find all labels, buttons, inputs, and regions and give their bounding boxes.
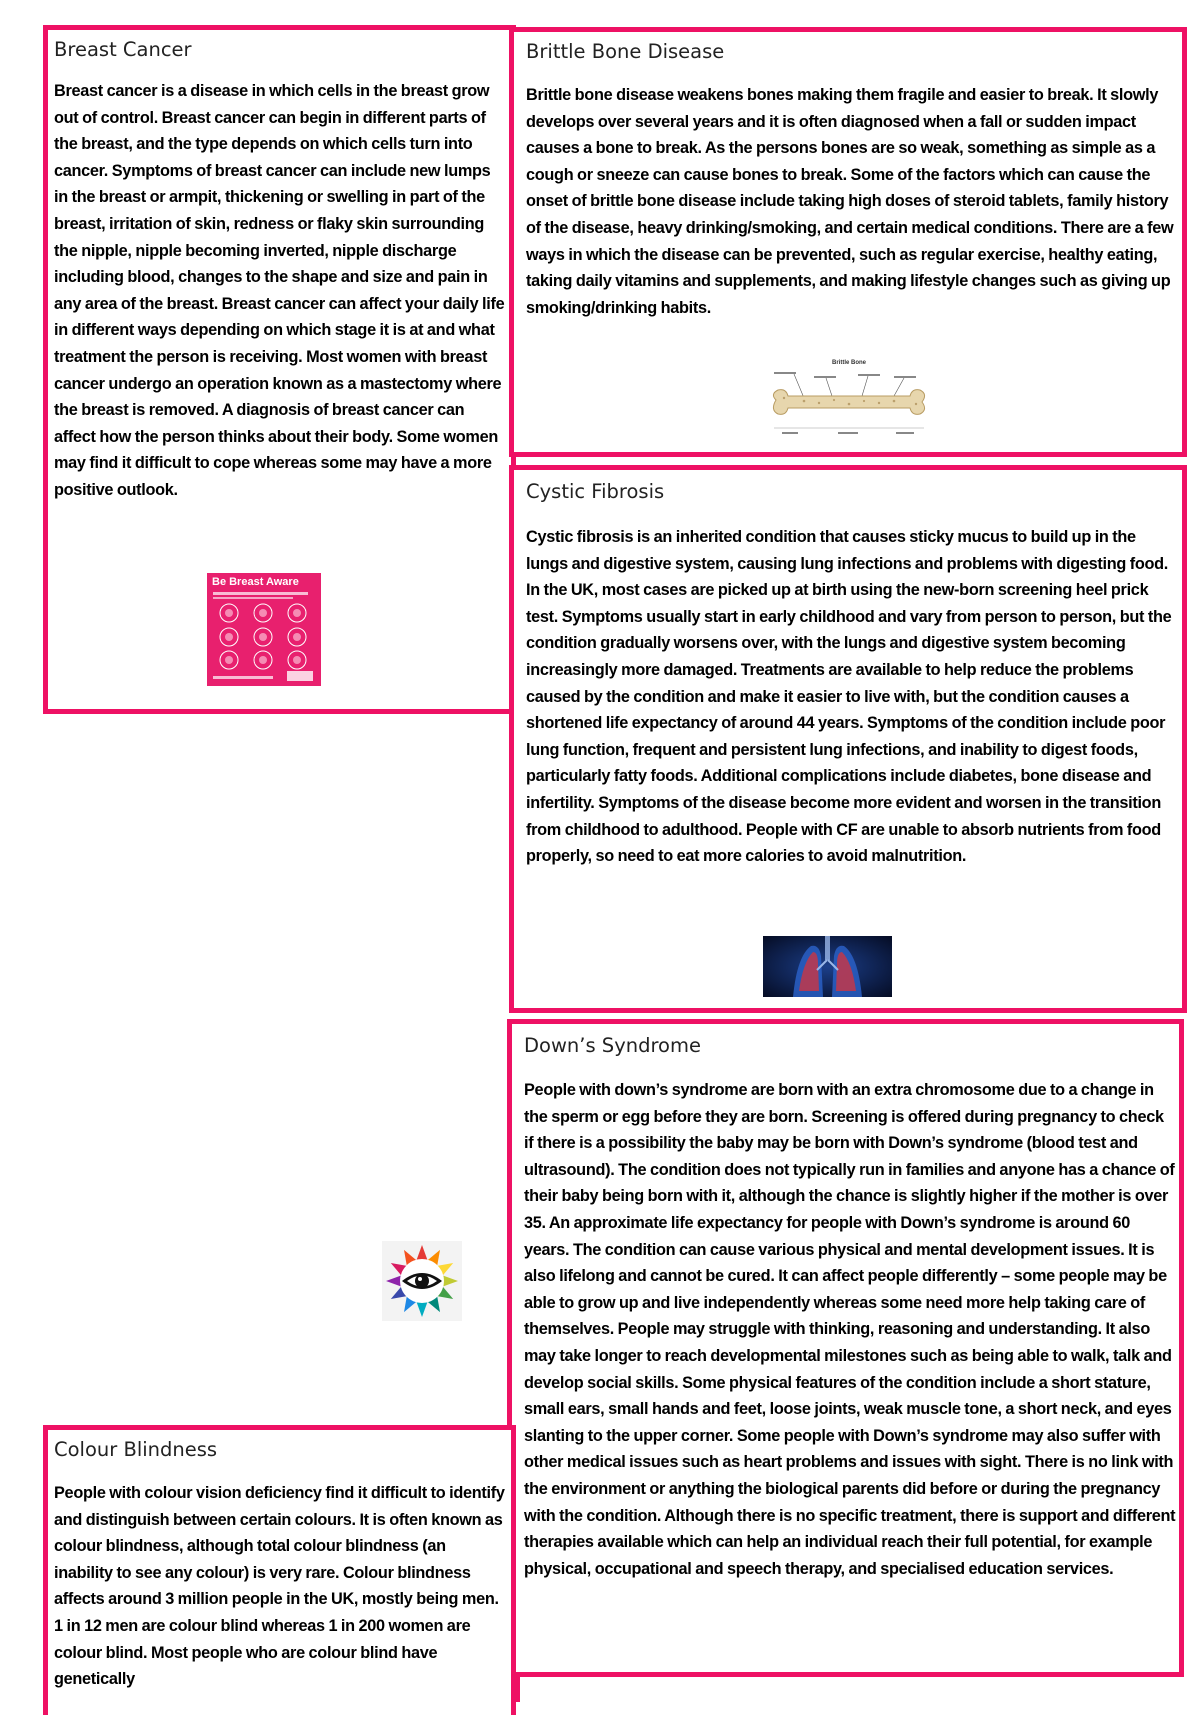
colour-blindness-text: People with colour vision deficiency find it difficult to identify and distinguish between certain colours. It is often known as colour blindness, although total colour blindness (an inability to see any colour) is very rare. Colour blindness affects around 3 million people in the UK, mostly being men. 1 in 12 men are colour blind whereas 1 in 200 women are colour blind. Most people who are colour blind have genetically: [54, 1484, 505, 1689]
cystic-fibrosis-text: Cystic fibrosis is an inherited condition that causes sticky mucus to build up in the lungs and digestive system, causing lung infections and problems with digesting food. In the UK, most cases are picked up at birth using the new-born screening heel prick test. Symptoms usually start in early childhood and vary from person to person, but the condition gradually worsens over, with the lungs and digestive system becoming increasingly more damaged. Treatments are available to help reduce the problems caused by the condition and make it easier to live with, but the condition causes a shortened life expectancy of around 44 years. Symptoms of the condition include poor lung function, frequent and persistent lung infections, and inability to digest foods, particularly fatty foods. Additional complications include diabetes, bone disease and infertility. Symptoms of the disease become more evident and worsen in the transition from childhood to adulthood. People with CF are unable to absorb nutrients from food properly, so need to eat more calories to avoid malnutrition.: [526, 528, 1172, 866]
breast-check-diagrams: [207, 573, 321, 686]
bone-diagram: [764, 356, 934, 444]
cystic-fibrosis-title: Cystic Fibrosis: [526, 480, 665, 503]
brittle-bone-text: Brittle bone disease weakens bones making them fragile and easier to break. It slowly develops over several years and it is often diagnosed when a fall or sudden impact causes a bone to break. As the persons bones are so weak, something as simple as a cough or sneeze can cause bones to break. Some of the factors which can cause the onset of brittle bone disease include taking high doses of steroid tablets, family history of the disease, heavy drinking/smoking, and certain medical conditions. There are a few ways in which the disease can be prevented, such as regular exercise, healthy eating, taking daily vitamins and supplements, and making lifestyle changes such as giving up smoking/drinking habits.: [526, 86, 1174, 317]
downs-syndrome-panel: [507, 1019, 1184, 1677]
colour-blindness-title: Colour Blindness: [54, 1438, 218, 1461]
downs-syndrome-title: Down’s Syndrome: [524, 1034, 701, 1057]
brittle-bone-title: Brittle Bone Disease: [526, 40, 725, 63]
colour-blindness-panel: [43, 1425, 516, 1715]
breast-cancer-text: Breast cancer is a disease in which cells in the breast grow out of control. Breast cancer can begin in different parts of the breast, and the type depends on which cells turn into cancer. Symptoms of breast cancer can include new lumps in the breast or armpit, thickening or swelling in part of the breast, irritation of skin, redness or flaky skin surrounding the nipple, nipple becoming inverted, nipple discharge including blood, changes to the shape and size and pain in any area of the breast. Breast cancer can affect your daily life in different ways depending on which stage it is at and what treatment the person is receiving. Most women with breast cancer undergo an operation known as a mastectomy where the breast is removed. A diagnosis of breast cancer can affect how the person thinks about their body. Some women may find it difficult to cope whereas some may have a more positive outlook.: [54, 82, 505, 499]
poster-title: Be Breast Aware: [212, 576, 299, 588]
downs-syndrome-text: People with down’s syndrome are born with an extra chromosome due to a change in the sperm or egg before they are born. Screening is offered during pregnancy to check if there is a possibility the baby may be born with Down’s syndrome (blood test and ultrasound). The condition does not typically run in families and anyone has a chance of their baby being born with it, although the chance is slightly higher if the mother is over 35. An approximate life expectancy for people with Down’s syndrome is around 60 years. The condition can cause various physical and mental development issues. It is also lifelong and cannot be cured. It can affect people differently – some people may be able to grow up and live independently whereas some need more help taking care of themselves. People may struggle with thinking, reasoning and understanding. It also may take longer to reach developmental milestones such as being able to walk, talk and develop social skills. Some physical features of the condition include a short stature, small ears, small hands and feet, loose joints, weak muscle tone, a short neck, and eyes slanting to the upper corner. Some people with Down’s syndrome may also suffer with other medical issues such as heart problems and issues with sight. There is no link with the environment or anything the biological parents did before or during the pregnancy with the condition. Although there is no specific treatment, there is support and different therapies available which can help an individual reach their full potential, for example physical, occupational and speech therapy, and specialised education services.: [524, 1081, 1176, 1578]
bone-figure-title: Brittle Bone: [831, 360, 867, 366]
breast-cancer-title: Breast Cancer: [54, 38, 192, 61]
cystic-fibrosis-panel: [509, 465, 1187, 1013]
lungs-image: [763, 936, 892, 997]
breast-aware-poster: [207, 573, 321, 686]
next-panel-edge: [512, 1677, 520, 1702]
rainbow-eye-icon: [382, 1241, 462, 1321]
